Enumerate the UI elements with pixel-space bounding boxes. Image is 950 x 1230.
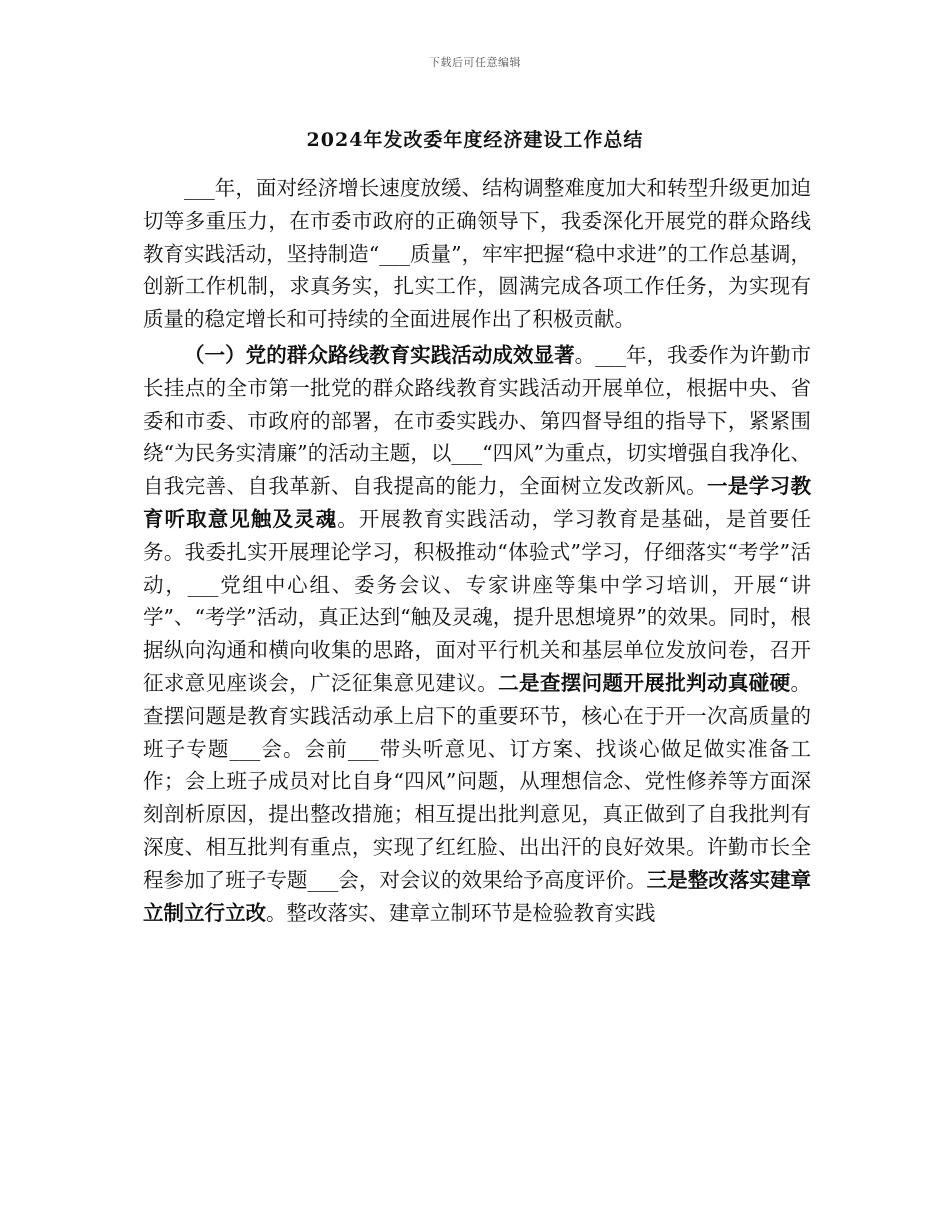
header-note: 下载后可任意编辑 <box>429 56 521 69</box>
subsection-heading: 三是整改落实建章立制立行立改 <box>143 867 812 925</box>
document-body <box>143 172 811 929</box>
document-title: 2024年发改委年度经济建设工作总结 <box>306 129 644 151</box>
paragraph-text: ___年，面对经济增长速度放缓、结构调整难度加大和转型升级更加迫切等多重压力，在市委市政府的正确领导下，我委深化开展党的群众路线教育实践活动，坚持制造“___质量”，牢牢把握“稳中求进”的工作总基调，创新工作机制，求真务实，扎实工作，圆满完成各项工作任务，为实现有质量的稳定增长和可持续的全面进展作出了积极贡献。 <box>143 176 811 332</box>
paragraph-text: 。整改落实、建章立制环节是检验教育实践 <box>266 900 656 925</box>
paragraph <box>143 339 811 929</box>
paragraph-text: 。查摆问题是教育实践活动承上启下的重要环节，核心在于开一次高质量的班子专题___会。会前___带头听意见、订方案、找谈心做足做实准备工作；会上班子成员对比自身“四风”问题，从理想信念、党性修养等方面深刻剖析原因，提出整改措施；相互提出批判意见，真正做到了自我批判有深度、相互批判有重点，实现了红红脸、出出汗的良好效果。许勤市长全程参加了班子专题___会，对会议的效果给予高度评价。 <box>143 670 812 892</box>
section-heading: （一）党的群众路线教育实践活动成效显著 <box>184 342 575 367</box>
paragraph-text: 。开展教育实践活动，学习教育是基础，是首要任务。我委扎实开展理论学习，积极推动“体验式”学习，仔细落实“考学”活动，___党组中心组、委务会议、专家讲座等集中学习培训，开展“讲学”、“考学”活动，真正达到“触及灵魂，提升思想境界”的效果。同时，根据纵向沟通和横向收集的思路，面对平行机关和基层单位发放问卷，召开征求意见座谈会，广泛征集意见建议。 <box>143 506 811 695</box>
subsection-heading: 二是查摆问题开展批判动真碰硬 <box>498 670 791 695</box>
paragraph <box>143 172 811 336</box>
paragraph-text: 。___年，我委作为许勤市长挂点的全市第一批党的群众路线教育实践活动开展单位，根据中央、省委和市委、市政府的部署，在市委实践办、第四督导组的指导下，紧紧围绕“为民务实清廉”的活动主题，以___“四风”为重点，切实增强自我净化、自我完善、自我革新、自我提高的能力，全面树立发改新风。 <box>143 342 812 499</box>
subsection-heading: 一是学习教育听取意见触及灵魂 <box>143 474 812 531</box>
